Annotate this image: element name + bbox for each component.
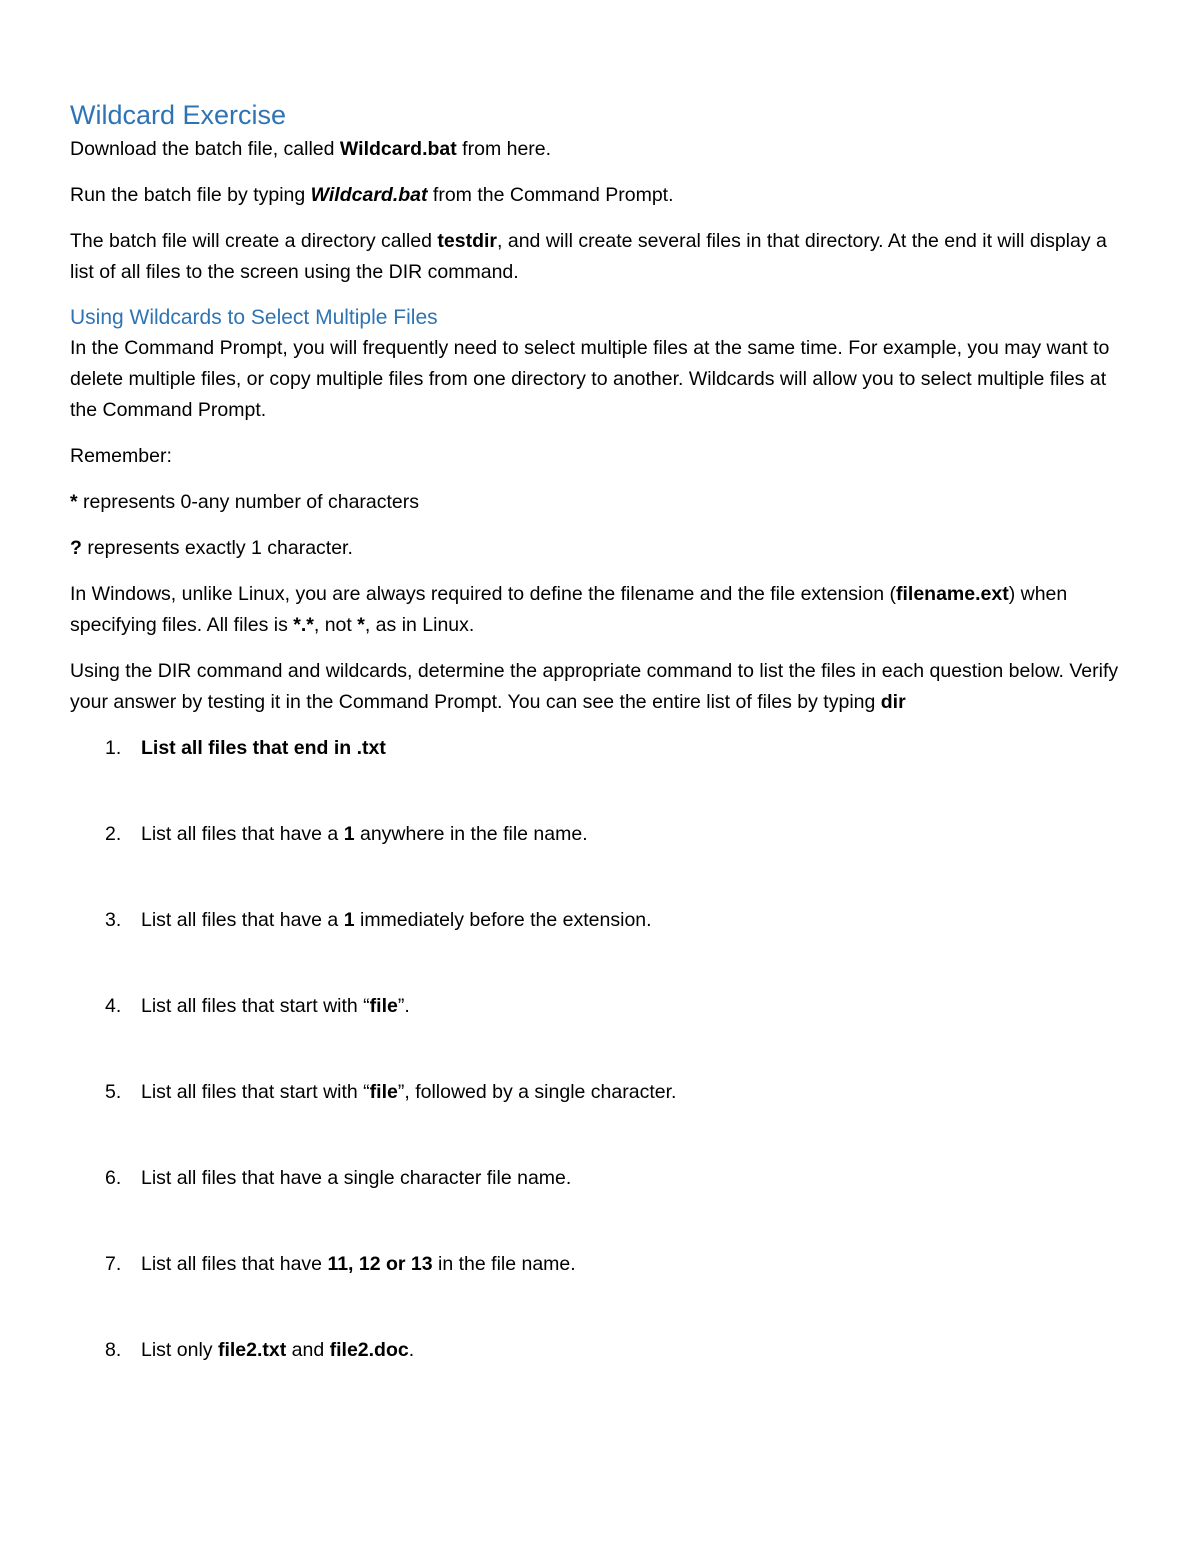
star-wildcard-paragraph <box>70 487 1130 518</box>
list-item <box>70 1335 1130 1366</box>
batch-filename-italic: Wildcard.bat <box>310 184 428 206</box>
question-text: List all files that have <box>141 1253 328 1275</box>
list-item <box>70 819 1130 850</box>
wildcards-intro-paragraph: In the Command Prompt, you will frequently need to select multiple files at the same time. For example, you may want to delete multiple files, or copy multiple files from one directory to another. Wildcards will allow you to select multiple files at the Command Prompt. <box>70 337 1110 421</box>
question-text: List only <box>141 1339 218 1361</box>
list-number: 8. <box>105 1339 122 1361</box>
question-text: List all files that start with “ <box>141 995 370 1017</box>
remember-paragraph: Remember: <box>70 445 172 467</box>
instructions-paragraph <box>70 656 1130 718</box>
list-number: 2. <box>105 823 122 845</box>
windows-text-a: In Windows, unlike Linux, you are always required to define the filename and the file extension ( <box>70 583 896 605</box>
list-item <box>70 1249 1130 1280</box>
page-title: Wildcard Exercise <box>70 100 287 130</box>
star-symbol: * <box>70 491 78 513</box>
question-text: List all files that start with “ <box>141 1081 370 1103</box>
question-list <box>70 733 1130 1366</box>
question-text: List all files that have a <box>141 909 344 931</box>
windows-text-e: , not <box>313 614 358 636</box>
run-text-end: from the Command Prompt. <box>427 184 674 206</box>
download-text: Download the batch file, called <box>70 138 340 160</box>
windows-paragraph <box>70 579 1130 641</box>
question-symbol: ? <box>70 537 82 559</box>
question-text-mid: and <box>286 1339 330 1361</box>
question-text: List all files that have a <box>141 823 344 845</box>
question-text-end: immediately before the extension. <box>354 909 652 931</box>
question-emphasis: file2.txt <box>217 1339 287 1361</box>
list-item <box>70 905 1130 936</box>
list-number: 7. <box>105 1253 122 1275</box>
batch-filename: Wildcard.bat <box>339 138 457 160</box>
question-emphasis: .txt <box>356 737 386 759</box>
list-item <box>70 1163 1130 1194</box>
list-item <box>70 733 1130 764</box>
list-item <box>70 991 1130 1022</box>
question-wildcard-paragraph <box>70 533 1130 564</box>
question-text: List all files that have a single character file name. <box>141 1167 572 1189</box>
question-text-end: in the file name. <box>432 1253 576 1275</box>
all-files-pattern: *.* <box>293 614 314 636</box>
question-emphasis: 1 <box>343 909 355 931</box>
testdir-name: testdir <box>437 230 498 252</box>
question-emphasis: file <box>369 995 398 1017</box>
document-content <box>70 96 1130 1421</box>
list-number: 6. <box>105 1167 122 1189</box>
question-description: represents exactly 1 character. <box>81 537 353 559</box>
question-emphasis: 11, 12 or 13 <box>327 1253 433 1275</box>
list-item <box>70 1077 1130 1108</box>
batch-description-text-end: , and will create several files in that directory. At the end it will display a list of all files to the screen using the DIR command. <box>70 230 1107 283</box>
question-emphasis: 1 <box>343 823 355 845</box>
question-text-end: ”. <box>397 995 410 1017</box>
windows-text-g: , as in Linux. <box>364 614 475 636</box>
batch-description-paragraph <box>70 226 1130 288</box>
filename-ext: filename.ext <box>895 583 1009 605</box>
linux-pattern: * <box>357 614 365 636</box>
list-number: 1. <box>105 737 122 759</box>
question-text-end: ”, followed by a single character. <box>397 1081 677 1103</box>
question-text-end: . <box>408 1339 415 1361</box>
list-number: 3. <box>105 909 122 931</box>
star-description: represents 0-any number of characters <box>77 491 420 513</box>
run-paragraph <box>70 180 1130 211</box>
question-emphasis-2: file2.doc <box>329 1339 409 1361</box>
download-text-end: from here. <box>456 138 552 160</box>
download-paragraph <box>70 134 1130 165</box>
list-number: 4. <box>105 995 122 1017</box>
list-number: 5. <box>105 1081 122 1103</box>
question-text: List all files that end in <box>141 737 357 759</box>
windows-text-c: ) when specifying files. All files is <box>70 583 1068 636</box>
section-heading: Using Wildcards to Select Multiple Files <box>70 306 438 329</box>
dir-command: dir <box>880 691 906 713</box>
batch-description-text: The batch file will create a directory called <box>70 230 438 252</box>
question-emphasis: file <box>369 1081 398 1103</box>
instructions-text: Using the DIR command and wildcards, determine the appropriate command to list the files in each question below. Verify your answer by testing it in the Command Prompt. You can see the entire list of files by typing <box>70 660 1119 713</box>
run-text: Run the batch file by typing <box>70 184 311 206</box>
question-text-end: anywhere in the file name. <box>354 823 588 845</box>
